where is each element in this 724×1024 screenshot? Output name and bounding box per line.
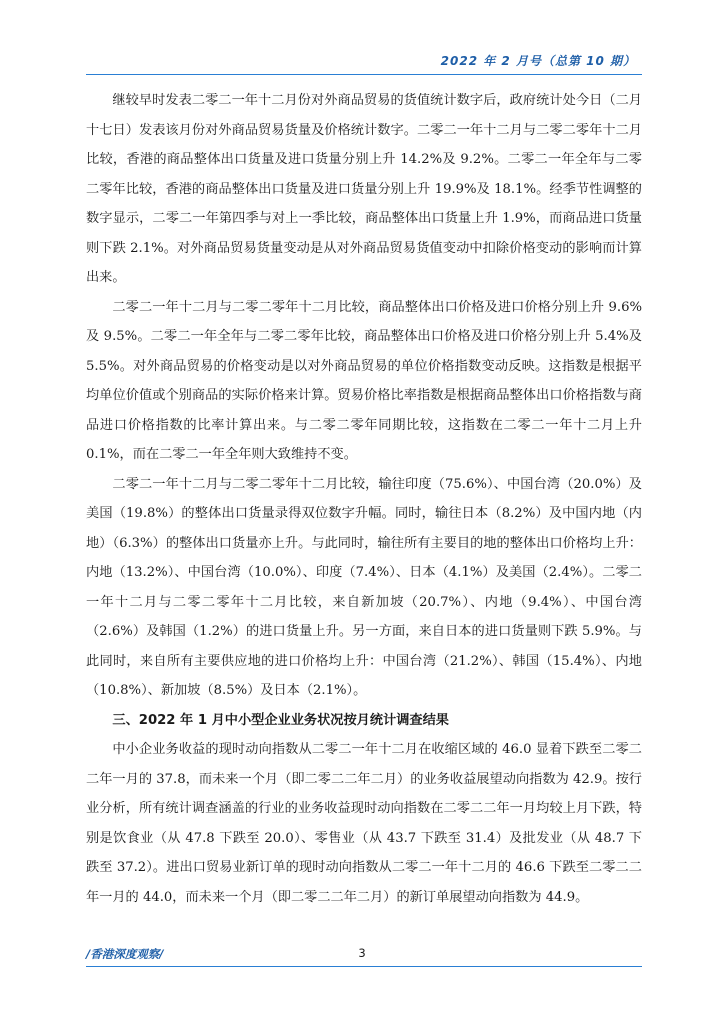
article-body: [86, 86, 642, 912]
footer-divider: [86, 966, 642, 967]
paragraph-sme-survey: 中小企业务收益的现时动向指数从二零二一年十二月在收缩区域的 46.0 显着下跌至二零二二年一月的 37.8，而未来一个月（即二零二二年二月）的业务收益展望动向指数为 42.9。按行业分析，所有统计调查涵盖的行业的业务收益现时动向指数在二零二二年一月均较上月下跌，特别是饮食业（从 47.8 下跌至 20.0）、零售业（从 43.7 下跌至 31.4）及批发业（从 48.7 下跌至 37.2）。进出口贸易业新订单的现时动向指数从二零二一年十二月的 46.6 下跌至二零二二年一月的 44.0，而未来一个月（即二零二二年二月）的新订单展望动向指数为 44.9。: [86, 742, 642, 905]
paragraph-trade-prices: 二零二一年十二月与二零二零年十二月比较，商品整体出口价格及进口价格分别上升 9.6%及 9.5%。二零二一年全年与二零二零年比较，商品整体出口价格及进口价格分别上升 5.4%及 5.5%。对外商品贸易的价格变动是以对外商品贸易的单位价格指数变动反映。这指数是根据平均单位价值或个别商品的实际价格来计算。贸易价格比率指数是根据商品整体出口价格指数与商品进口价格指数的比率计算出来。与二零二零年同期比较，这指数在二零二一年十二月上升 0.1%，而在二零二一年全年则大致维持不变。: [86, 299, 642, 462]
paragraph-trade-volume: 继较早时发表二零二一年十二月份对外商品贸易的货值统计数字后，政府统计处今日（二月十七日）发表该月份对外商品贸易货量及价格统计数字。二零二一年十二月与二零二零年十二月比较，香港的商品整体出口货量及进口货量分别上升 14.2%及 9.2%。二零二一年全年与二零二零年比较，香港的商品整体出口货量及进口货量分别上升 19.9%及 18.1%。经季节性调整的数字显示，二零二一年第四季与对上一季比较，商品整体出口货量上升 1.9%，而商品进口货量则下跌 2.1%。对外商品贸易货量变动是从对外商品贸易货值变动中扣除价格变动的影响而计算出来。: [86, 93, 642, 285]
issue-label: 2022 年 2 月号（总第 10 期）: [440, 54, 636, 68]
publication-label: /香港深度观察/: [86, 947, 164, 961]
paragraph-trade-destinations: 二零二一年十二月与二零二零年十二月比较，输往印度（75.6%）、中国台湾（20.0%）及美国（19.8%）的整体出口货量录得双位数字升幅。同时，输往日本（8.2%）及中国内地（内地）（6.3%）的整体出口货量亦上升。与此同时，输往所有主要目的地的整体出口价格均上升：内地（13.2%）、中国台湾（10.0%）、印度（7.4%）、日本（4.1%）及美国（2.4%）。二零二一年十二月与二零二零年十二月比较，来自新加坡（20.7%）、内地（9.4%）、中国台湾（2.6%）及韩国（1.2%）的进口货量上升。另一方面，来自日本的进口货量则下跌 5.9%。与此同时，来自所有主要供应地的进口价格均上升：中国台湾（21.2%）、韩国（15.4%）、内地（10.8%）、新加坡（8.5%）及日本（2.1%）。: [86, 476, 642, 698]
page-number: 3: [358, 946, 366, 960]
section-heading-sme: 三、2022 年 1 月中小型企业业务状况按月统计调查结果: [112, 712, 449, 728]
header-divider: [86, 74, 642, 75]
